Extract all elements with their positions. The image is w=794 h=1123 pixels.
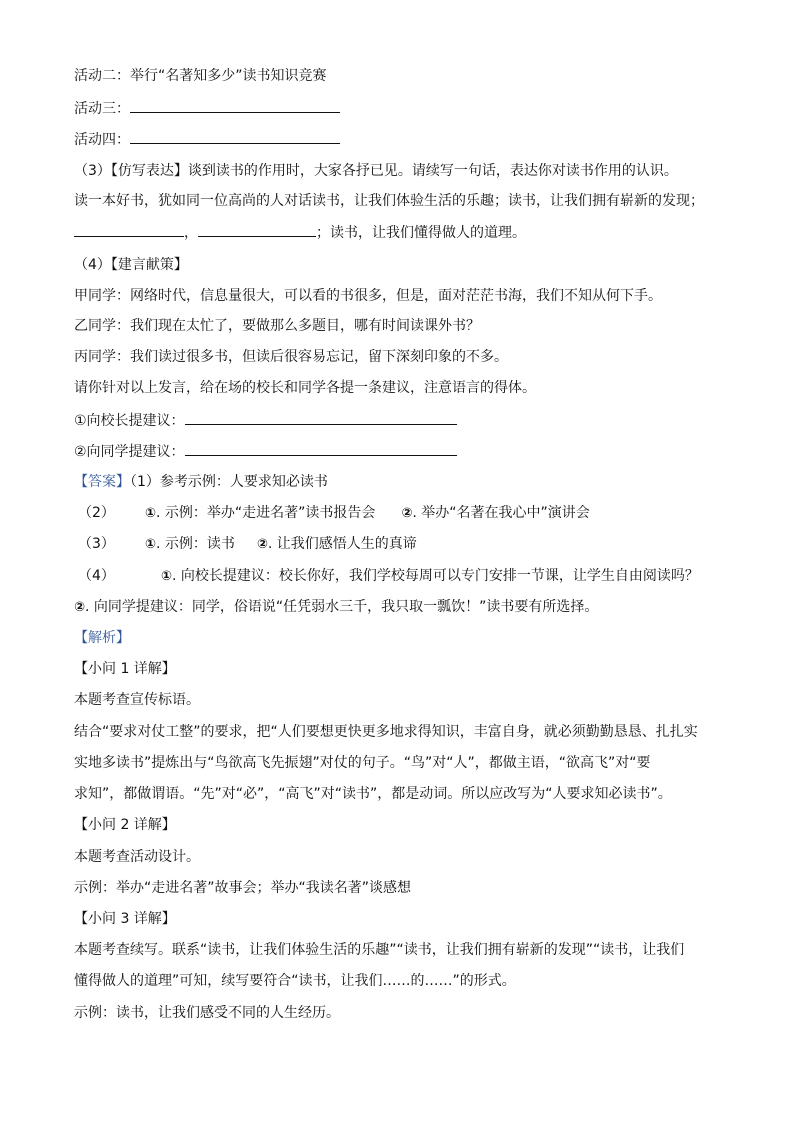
answer-2 (78, 503, 590, 524)
answer-4-text-2: . 向同学提建议：同学，俗语说“任凭弱水三千，我只取一瓢饮！”读书要有所选择。 (85, 599, 599, 615)
q4-student-a: 甲同学：网络时代，信息量很大，可以看的书很多，但是，面对茫茫书海，我们不知从何下手。 (74, 288, 662, 304)
detail-2-title: 【小问 2 详解】 (74, 817, 176, 833)
q4-principal-label: ①向校长提建议： (74, 413, 185, 429)
q4-student-c: 丙同学：我们读过很多书，但读后很容易忘记，留下深刻印象的不多。 (74, 349, 508, 365)
detail-3-line-3: 示例：读书，让我们感受不同的人生经历。 (74, 1005, 340, 1021)
activity-3-blank[interactable] (130, 98, 340, 113)
answer-4-circle-1: ① (160, 569, 172, 584)
q3-comma: ， (184, 225, 198, 241)
q3-fill-line (74, 222, 526, 243)
q3-tail: ；读书，让我们懂得做人的道理。 (316, 225, 526, 241)
answer-4 (78, 566, 699, 587)
q3-blank-2[interactable] (198, 222, 316, 237)
detail-3-title: 【小问 3 详解】 (74, 911, 176, 927)
activity-3 (74, 98, 340, 119)
answer-3-num: （3） (78, 536, 115, 552)
answer-1 (74, 472, 328, 492)
q4-student-b: 乙同学：我们现在太忙了，要做那么多题目，哪有时间读课外书？ (74, 318, 480, 334)
q4-classmate-blank[interactable] (185, 441, 457, 456)
answer-4-cont (74, 597, 598, 618)
activity-4-blank[interactable] (130, 129, 340, 144)
detail-1-title: 【小问 1 详解】 (74, 661, 176, 677)
detail-1-line-4: 求知”，都做谓语。“先”对“必”，“高飞”对“读书”，都是动词。所以应改写为“人要求知必读书”。 (74, 786, 672, 802)
q4-classmate-line (74, 441, 457, 462)
activity-4 (74, 129, 340, 150)
answer-4-text-1: . 向校长提建议：校长你好，我们学校每周可以专门安排一节课，让学生自由阅读吗？ (171, 568, 699, 584)
answer-tag: 【答案】 (74, 474, 130, 490)
detail-1-line-2: 结合“要求对仗工整”的要求，把“人们要想更快更多地求得知识，丰富自身，就必须勤勤恳恳、扎扎实 (74, 724, 698, 740)
answer-3-text-2: . 让我们感悟人生的真谛 (267, 536, 417, 552)
q4-principal-blank[interactable] (185, 410, 457, 425)
answer-2-num: （2） (78, 505, 115, 521)
answer-3 (78, 534, 417, 555)
activity-4-label: 活动四： (74, 132, 130, 148)
answer-2-text-2: . 举办“名著在我心中”演讲会 (412, 505, 590, 521)
answer-2-text-1: . 示例：举办“走进名著”读书报告会 (155, 505, 376, 521)
answer-3-circle-2: ② (256, 537, 268, 552)
detail-2-line-2: 示例：举办“走进名著”故事会；举办“我读名著”谈感想 (74, 880, 412, 896)
detail-2-line-1: 本题考查活动设计。 (74, 849, 200, 865)
q4-instruction: 请你针对以上发言，给在场的校长和同学各提一条建议，注意语言的得体。 (74, 380, 536, 396)
q4-principal-line (74, 410, 457, 431)
detail-1-line-3: 实地多读书”提炼出与“鸟欲高飞先振翅”对仗的句子。“鸟”对“人”，都做主语，“欲高飞”对“要 (74, 755, 651, 771)
detail-3-line-1: 本题考查续写。联系“读书，让我们体验生活的乐趣”“读书，让我们拥有崭新的发现”“读书，让我们 (74, 942, 685, 958)
analysis-tag: 【解析】 (74, 630, 130, 646)
q3-blank-1[interactable] (74, 222, 184, 237)
q3-example: 读一本好书，犹如同一位高尚的人对话读书，让我们体验生活的乐趣；读书，让我们拥有崭新的发现； (74, 193, 704, 209)
answer-2-circle-1: ① (144, 506, 156, 521)
answer-4-num: （4） (78, 568, 115, 584)
answer-1-text: （1）参考示例：人要求知必读书 (130, 474, 328, 490)
q4-title: （4）【建言献策】 (74, 257, 188, 273)
activity-3-label: 活动三： (74, 101, 130, 117)
activity-2: 活动二：举行“名著知多少”读书知识竞赛 (74, 68, 327, 84)
q3-prompt: （3）【仿写表达】谈到读书的作用时，大家各抒已见。请续写一句话，表达你对读书作用的认识。 (74, 163, 678, 179)
detail-3-line-2: 懂得做人的道理”可知，续写要符合“读书，让我们……的……”的形式。 (74, 973, 516, 989)
answer-4-circle-2: ② (74, 600, 86, 615)
answer-2-circle-2: ② (401, 506, 413, 521)
q4-classmate-label: ②向同学提建议： (74, 444, 185, 460)
answer-3-circle-1: ① (144, 537, 156, 552)
answer-3-text-1: . 示例：读书 (155, 536, 235, 552)
detail-1-line-1: 本题考查宣传标语。 (74, 692, 200, 708)
